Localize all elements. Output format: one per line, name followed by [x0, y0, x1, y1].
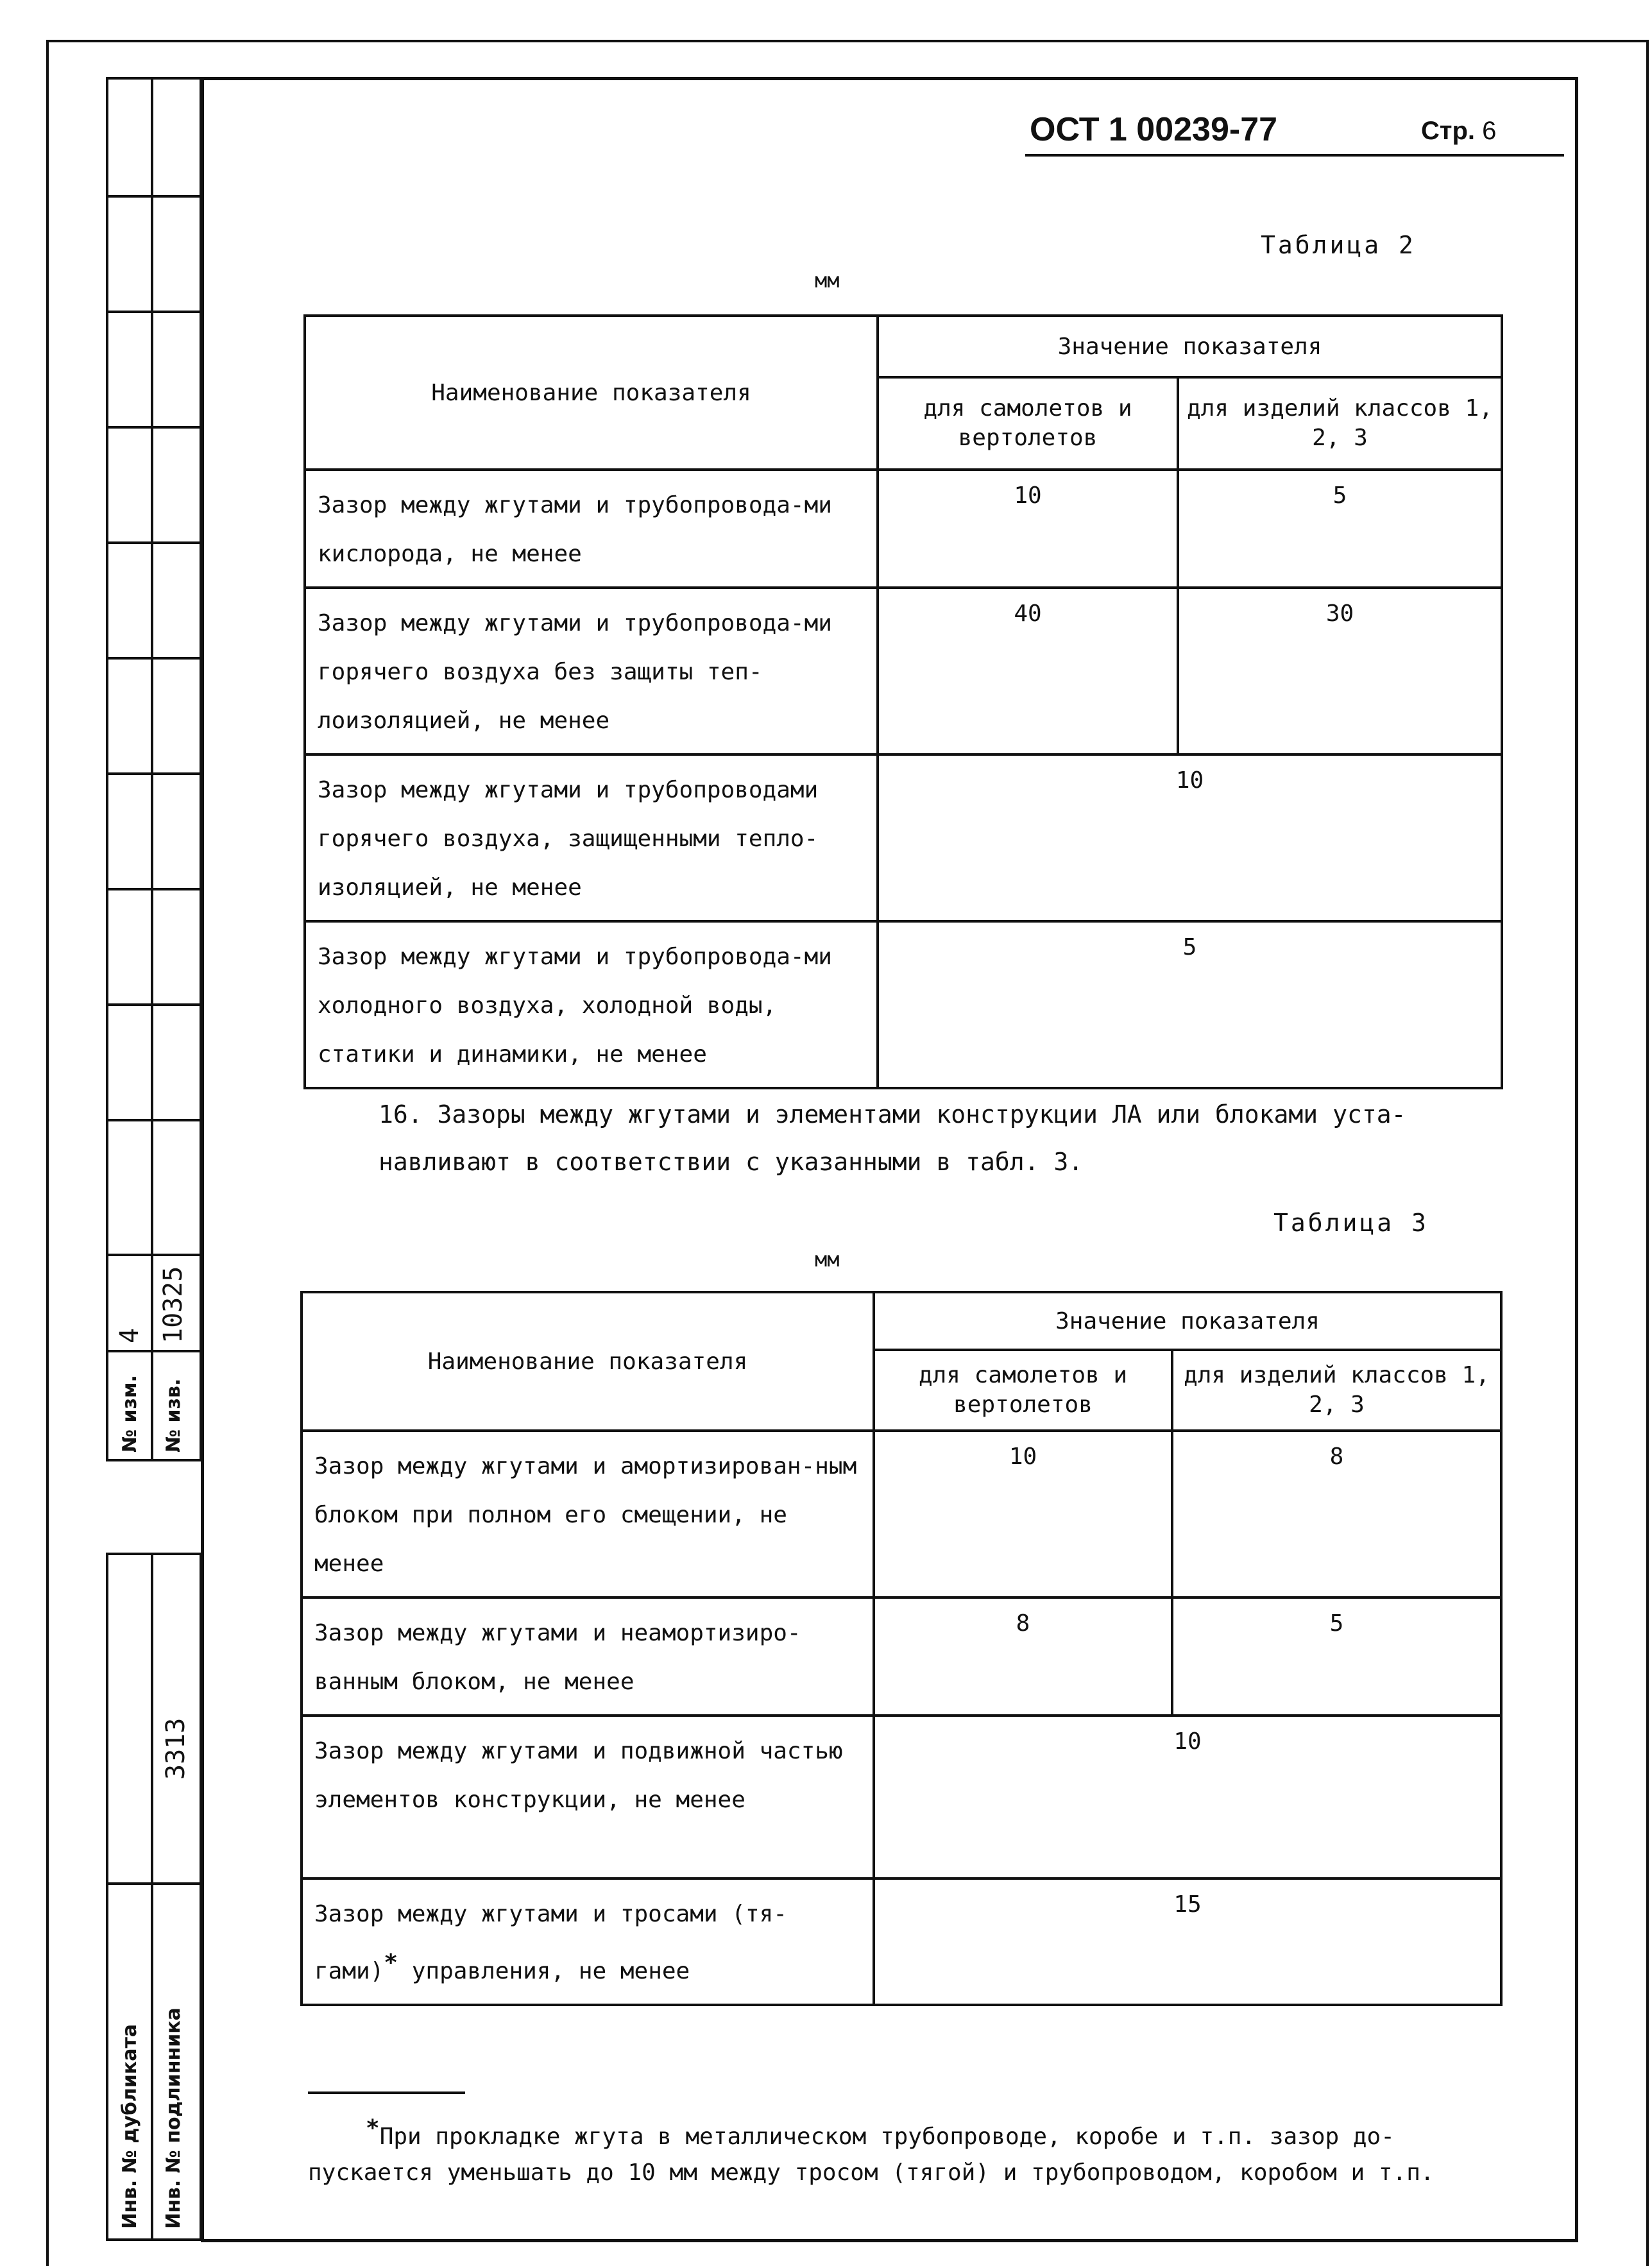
row-value-merged: 10: [874, 1716, 1501, 1878]
table-row: [305, 470, 1502, 588]
row-name: Зазор между жгутами и трубопровода-ми холодного воздуха, холодной воды, статики и динамики, не менее: [305, 921, 878, 1088]
table-row: [305, 588, 1502, 754]
row-value-b: 5: [1172, 1597, 1501, 1716]
izv-value: 10325: [158, 1266, 188, 1343]
row-value-merged: 5: [878, 921, 1502, 1088]
row-value-merged: 15: [874, 1878, 1501, 2005]
table2-header-col-b: для изделий классов 1, 2, 3: [1178, 377, 1502, 470]
table3-header-col-b: для изделий классов 1, 2, 3: [1172, 1350, 1501, 1431]
row-name: Зазор между жгутами и амортизирован-ным блоком при полном его смещении, не менее: [302, 1431, 874, 1597]
paragraph-16-text: 16. Зазоры между жгутами и элементами конструкции ЛА или блоками уста-навливают в соответствии с указанными в табл. 3.: [379, 1100, 1406, 1176]
row-value-b: 30: [1178, 588, 1502, 754]
izv-label: № изв.: [162, 1378, 185, 1452]
table2-header-col-a: для самолетов и вертолетов: [878, 377, 1178, 470]
row-name: Зазор между жгутами и неамортизиро-ванным блоком, не менее: [302, 1597, 874, 1716]
row-value-a: 10: [878, 470, 1178, 588]
document-code: ОСТ 1 00239-77: [1030, 111, 1278, 148]
table-row: [305, 754, 1502, 921]
row-value-a: 10: [874, 1431, 1172, 1597]
izm-label: № изм.: [119, 1375, 141, 1452]
row-name: Зазор между жгутами и трубопроводами горячего воздуха, защищенными тепло-изоляцией, не менее: [305, 754, 878, 921]
footnote-marker: *: [384, 1950, 398, 1976]
stamp-divider: [151, 80, 153, 1459]
table3-header-col-a: для самолетов и вертолетов: [874, 1350, 1172, 1431]
table-row: [302, 1716, 1501, 1878]
row-name: [302, 1878, 874, 2005]
table-row: [302, 1878, 1501, 2005]
table3-unit: мм: [815, 1247, 840, 1272]
table3-caption: Таблица 3: [1273, 1209, 1429, 1237]
table2: [303, 314, 1503, 1089]
footnote-star: *: [366, 2115, 380, 2142]
paragraph-16: [302, 1091, 1482, 1186]
table2-unit: мм: [815, 268, 840, 293]
side-stamp-bottom: [106, 1553, 202, 2241]
izm-value: 4: [115, 1327, 144, 1343]
table3-header-value: Значение показателя: [874, 1292, 1501, 1350]
page-label: Стр.: [1421, 117, 1476, 145]
table3-header-name: Наименование показателя: [302, 1292, 874, 1431]
stamp-divider: [151, 1555, 153, 2238]
table-row: [302, 1431, 1501, 1597]
footnote: [308, 2111, 1482, 2191]
table-row: [302, 1597, 1501, 1716]
dublikat-label: Инв. № дубликата: [119, 2023, 141, 2229]
footnote-rule: [308, 2091, 465, 2094]
row-value-b: 8: [1172, 1431, 1501, 1597]
row-name-part: Зазор между жгутами и тросами (тя-гами): [314, 1901, 787, 1984]
table2-header-value: Значение показателя: [878, 316, 1502, 377]
footnote-text: При прокладке жгута в металлическом трубопроводе, коробе и т.п. зазор до-пускается уменьшать до 10 мм между тросом (тягой) и трубопроводом, коробом и т.п.: [308, 2124, 1435, 2186]
table-row: [305, 921, 1502, 1088]
row-value-merged: 10: [878, 754, 1502, 921]
page-number-value: 6: [1482, 117, 1497, 145]
side-stamp-top: [106, 77, 202, 1461]
podlinnik-label: Инв. № подлинника: [162, 2007, 185, 2229]
row-value-b: 5: [1178, 470, 1502, 588]
row-name: Зазор между жгутами и подвижной частью элементов конструкции, не менее: [302, 1716, 874, 1878]
row-value-a: 40: [878, 588, 1178, 754]
table2-header-name: Наименование показателя: [305, 316, 878, 470]
header-rule: [1025, 154, 1564, 157]
row-name: Зазор между жгутами и трубопровода-ми кислорода, не менее: [305, 470, 878, 588]
row-name: Зазор между жгутами и трубопровода-ми горячего воздуха без защиты теп-лоизоляцией, не менее: [305, 588, 878, 754]
table3: [300, 1291, 1503, 2006]
row-name-part: управления, не менее: [398, 1958, 690, 1984]
row-value-a: 8: [874, 1597, 1172, 1716]
podlinnik-value: 3313: [161, 1717, 191, 1780]
page-number: [1421, 117, 1496, 146]
table2-caption: Таблица 2: [1261, 231, 1416, 259]
